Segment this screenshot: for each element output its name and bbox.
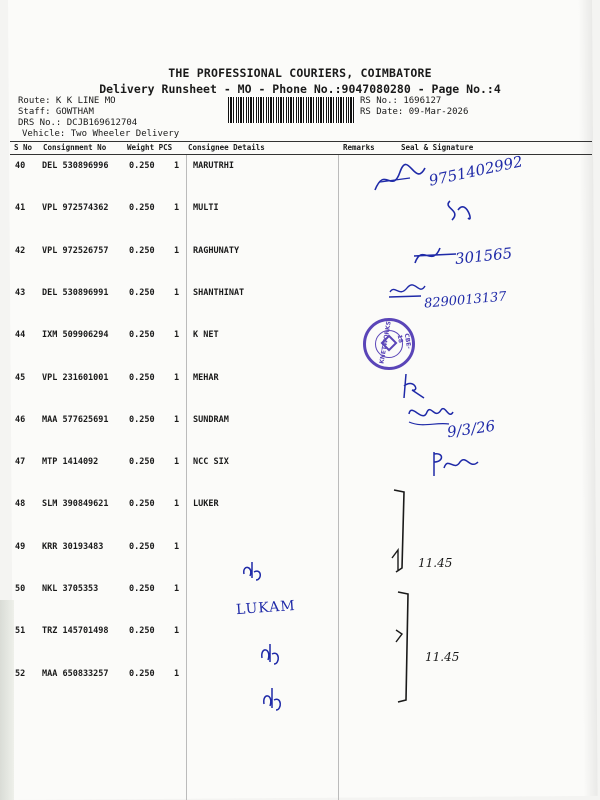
runsheet-subtitle: Delivery Runsheet - MO - Phone No.:9047080280 - Page No.:4 [99, 82, 501, 96]
row-weight: 0.250 [129, 541, 155, 552]
route-label: Route: K K LINE MO [18, 96, 116, 106]
row-weight: 0.250 [129, 457, 155, 468]
row-sno: 49 [15, 541, 26, 552]
row-consignment-no: VPL 972574362 [42, 203, 109, 214]
row-sno: 40 [15, 161, 26, 171]
table-row [0, 542, 600, 556]
handwritten-time-1: 11.45 [418, 556, 453, 570]
seal-text-left: KNETWORKS [378, 320, 393, 365]
row-consignment-no: MAA 650833257 [42, 668, 109, 679]
signature-51 [258, 640, 284, 668]
row-weight: 0.250 [129, 372, 155, 383]
row-weight: 0.250 [129, 414, 155, 425]
row-weight: 0.250 [129, 161, 155, 171]
row-sno: 45 [15, 372, 26, 383]
row-weight: 0.250 [129, 287, 155, 298]
row-consignee: RAGHUNATY [193, 245, 240, 256]
rs-number: RS No.: 1696127 [360, 96, 442, 106]
handwritten-date-46: 9/3/26 [445, 416, 497, 442]
row-sno: 52 [15, 668, 26, 679]
company-title: THE PROFESSIONAL COURIERS, COIMBATORE [168, 66, 432, 80]
signature-41 [440, 196, 480, 228]
row-pcs: 1 [174, 584, 180, 594]
row-weight: 0.250 [129, 203, 155, 214]
row-weight: 0.250 [129, 499, 155, 510]
bracket-2 [392, 590, 416, 706]
company-seal [363, 318, 415, 370]
row-sno: 46 [15, 414, 26, 425]
row-consignee: MULTI [193, 203, 219, 214]
row-pcs: 1 [174, 203, 180, 214]
row-sno: 41 [15, 203, 26, 214]
row-consignee: MARUTRHI [193, 161, 234, 171]
row-pcs: 1 [174, 372, 180, 383]
row-pcs: 1 [174, 499, 180, 510]
signature-42 [410, 238, 460, 270]
row-consignment-no: KRR 30193483 [42, 541, 104, 552]
staff-label: Staff: GOWTHAM [18, 107, 94, 117]
table-row [0, 203, 600, 217]
row-consignment-no: IXM 509906294 [42, 330, 109, 341]
handwritten-time-2: 11.45 [425, 650, 460, 664]
col-seal: Seal & Signature [401, 143, 474, 152]
row-consignee: MEHAR [193, 372, 219, 383]
row-weight: 0.250 [129, 245, 155, 256]
row-pcs: 1 [174, 287, 180, 298]
row-consignee: K NET [193, 330, 219, 341]
row-consignee: NCC SIX [193, 457, 229, 468]
signature-45 [398, 372, 428, 402]
row-sno: 50 [15, 584, 26, 594]
col-sno: S No [14, 143, 33, 152]
row-consignment-no: DEL 530896996 [42, 161, 109, 171]
row-consignee: SUNDRAM [193, 414, 229, 425]
row-pcs: 1 [174, 414, 180, 425]
row-consignment-no: MTP 1414092 [42, 457, 99, 468]
col-weight-pcs: Weight PCS [127, 143, 173, 152]
drs-label: DRS No.: DCJB169612704 [18, 118, 138, 128]
table-row [0, 288, 600, 302]
rs-date: RS Date: 09-Mar-2026 [360, 107, 469, 117]
barcode [228, 97, 356, 123]
row-pcs: 1 [174, 541, 180, 552]
bracket-1 [390, 488, 410, 578]
row-weight: 0.250 [129, 668, 155, 679]
signature-52 [260, 684, 286, 714]
row-weight: 0.250 [129, 626, 155, 637]
row-consignment-no: TRZ 145701498 [42, 626, 109, 637]
row-consignee: SHANTHINAT [193, 287, 245, 298]
row-consignment-no: SLM 390849621 [42, 499, 109, 510]
handwritten-number-42: 301565 [454, 244, 514, 268]
table-row [0, 626, 600, 640]
table-row [0, 330, 600, 344]
row-consignment-no: DEL 530896991 [42, 287, 109, 298]
row-pcs: 1 [174, 626, 180, 637]
table-header [0, 141, 600, 155]
row-sno: 43 [15, 287, 26, 298]
row-consignee: LUKER [193, 499, 219, 510]
row-pcs: 1 [174, 161, 180, 171]
row-consignment-no: VPL 231601001 [42, 372, 109, 383]
table-row [0, 373, 600, 387]
row-sno: 51 [15, 626, 26, 637]
row-weight: 0.250 [129, 584, 155, 594]
signature-40 [370, 160, 430, 200]
seal-text-right: CBE-18 [395, 332, 413, 350]
handwritten-phone-43: 8290013137 [423, 289, 508, 312]
signature-47 [430, 448, 490, 478]
row-sno: 47 [15, 457, 26, 468]
col-remarks: Remarks [343, 143, 375, 152]
table-row [0, 415, 600, 429]
row-consignment-no: MAA 577625691 [42, 414, 109, 425]
row-consignment-no: NKL 3705353 [42, 584, 99, 594]
row-pcs: 1 [174, 330, 180, 341]
table-row [0, 499, 600, 513]
table-row [0, 584, 600, 598]
row-pcs: 1 [174, 668, 180, 679]
row-sno: 42 [15, 245, 26, 256]
row-pcs: 1 [174, 457, 180, 468]
col-consignment: Consignment No [43, 143, 107, 152]
table-row [0, 669, 600, 683]
row-consignment-no: VPL 972526757 [42, 245, 109, 256]
row-sno: 48 [15, 499, 26, 510]
handwritten-lukam: LUKAM [235, 597, 297, 619]
col-consignee: Consignee Details [188, 143, 265, 152]
table-row [0, 457, 600, 471]
row-sno: 44 [15, 330, 26, 341]
row-weight: 0.250 [129, 330, 155, 341]
handwritten-phone-40: 9751402992 [427, 152, 525, 190]
vehicle-label: Vehicle: Two Wheeler Delivery [22, 129, 180, 139]
signature-49 [240, 558, 266, 582]
row-pcs: 1 [174, 245, 180, 256]
